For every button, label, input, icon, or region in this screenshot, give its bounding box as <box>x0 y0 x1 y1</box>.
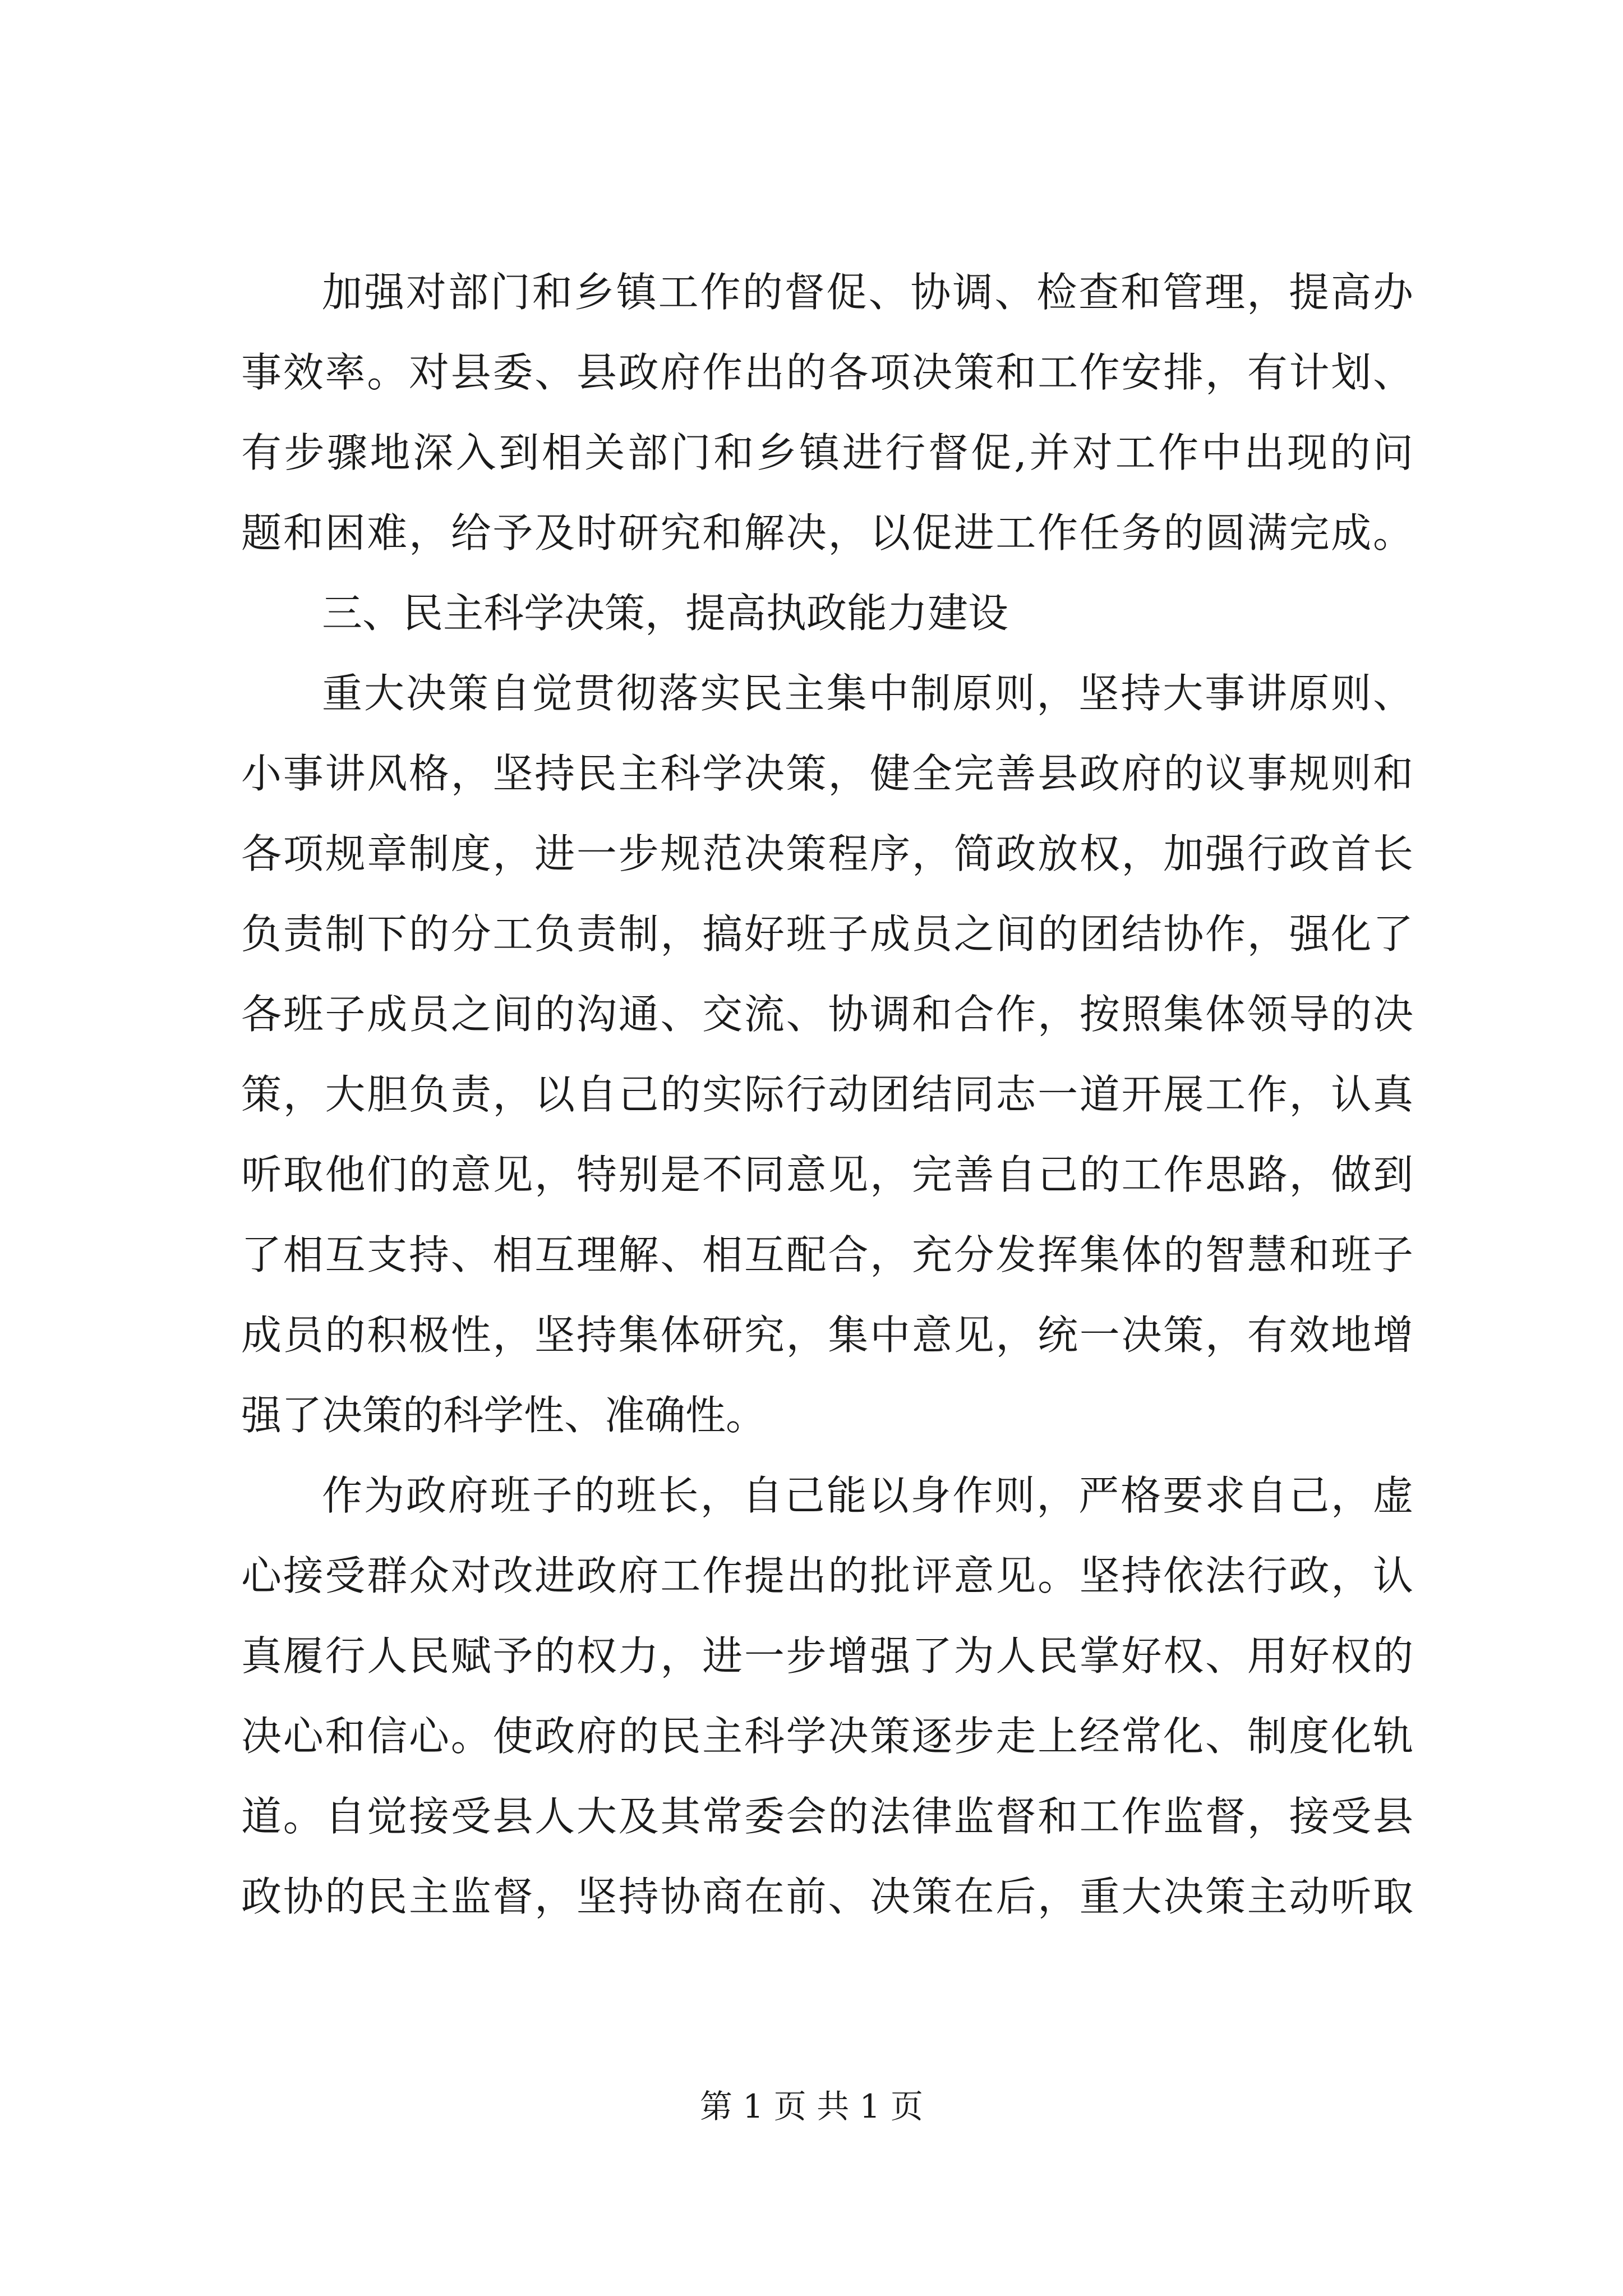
page-footer: 第 1 页 共 1 页 <box>700 2087 923 2125</box>
text-line: 题和困难，给予及时研究和解决，以促进工作任务的圆满完成。 <box>241 509 1413 556</box>
text-line: 了相互支持、相互理解、相互配合，充分发挥集体的智慧和班子 <box>241 1231 1413 1278</box>
text-line: 作为政府班子的班长，自己能以身作则，严格要求自己，虚 <box>322 1472 1413 1519</box>
text-line: 负责制下的分工负责制，搞好班子成员之间的团结协作，强化了 <box>241 910 1413 958</box>
text-line: 有步骤地深入到相关部门和乡镇进行督促,并对工作中出现的问 <box>241 429 1413 476</box>
text-line: 心接受群众对改进政府工作提出的批评意见。坚持依法行政，认 <box>241 1552 1413 1599</box>
text-line: 强了决策的科学性、准确性。 <box>241 1392 767 1439</box>
text-line: 真履行人民赋予的权力，进一步增强了为人民掌好权、用好权的 <box>241 1632 1413 1680</box>
text-line: 各班子成员之间的沟通、交流、协调和合作，按照集体领导的决 <box>241 991 1413 1038</box>
text-line: 事效率。对县委、县政府作出的各项决策和工作安排，有计划、 <box>241 349 1413 396</box>
text-line: 策，大胆负责，以自己的实际行动团结同志一道开展工作，认真 <box>241 1071 1413 1118</box>
section-heading: 三、民主科学决策，提高执政能力建设 <box>322 590 1009 637</box>
text-line: 小事讲风格，坚持民主科学决策，健全完善县政府的议事规则和 <box>241 750 1413 797</box>
text-line: 重大决策自觉贯彻落实民主集中制原则，坚持大事讲原则、 <box>322 670 1413 717</box>
text-line: 道。自觉接受县人大及其常委会的法律监督和工作监督，接受县 <box>241 1793 1413 1840</box>
text-line: 各项规章制度，进一步规范决策程序，简政放权，加强行政首长 <box>241 830 1413 877</box>
text-line: 成员的积极性，坚持集体研究，集中意见，统一决策，有效地增 <box>241 1312 1413 1359</box>
document-body <box>241 252 1413 1937</box>
text-line: 加强对部门和乡镇工作的督促、协调、检查和管理，提高办 <box>322 269 1413 316</box>
text-line: 决心和信心。使政府的民主科学决策逐步走上经常化、制度化轨 <box>241 1713 1413 1760</box>
text-line: 政协的民主监督，坚持协商在前、决策在后，重大决策主动听取 <box>241 1873 1413 1920</box>
text-line: 听取他们的意见，特别是不同意见，完善自己的工作思路，做到 <box>241 1151 1413 1198</box>
